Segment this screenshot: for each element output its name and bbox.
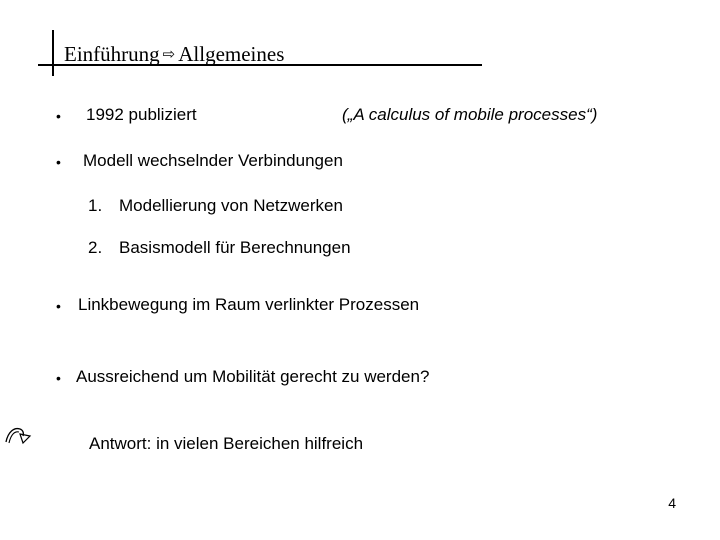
slide-title bbox=[64, 42, 284, 68]
list-item-note: („A calculus of mobile processes“) bbox=[342, 105, 598, 124]
conclusion-text: Antwort: in vielen Bereichen hilfreich bbox=[89, 434, 364, 453]
subitem-number: 2. bbox=[88, 238, 103, 257]
page-number: 4 bbox=[668, 495, 676, 511]
list-item: Aussreichend um Mobilität gerecht zu werden? bbox=[76, 367, 430, 386]
bullet-icon: • bbox=[56, 370, 61, 386]
subitem: Modellierung von Netzwerken bbox=[119, 196, 343, 215]
bullet-icon: • bbox=[56, 154, 61, 170]
list-item: Linkbewegung im Raum verlinkter Prozessen bbox=[78, 295, 420, 314]
list-item: 1992 publiziert bbox=[86, 105, 197, 124]
list-item: Modell wechselnder Verbindungen bbox=[83, 151, 343, 170]
bullet-icon: • bbox=[56, 108, 61, 124]
right-arrow-icon: ⇨ bbox=[162, 45, 176, 63]
title-part-2: Allgemeines bbox=[178, 42, 285, 66]
title-part-1: Einführung bbox=[64, 42, 160, 66]
bullet-icon: • bbox=[56, 298, 61, 314]
subitem-number: 1. bbox=[88, 196, 103, 215]
subitem: Basismodell für Berechnungen bbox=[119, 238, 351, 257]
curved-arrow-icon bbox=[3, 424, 33, 446]
title-vertical-rule bbox=[52, 30, 54, 76]
